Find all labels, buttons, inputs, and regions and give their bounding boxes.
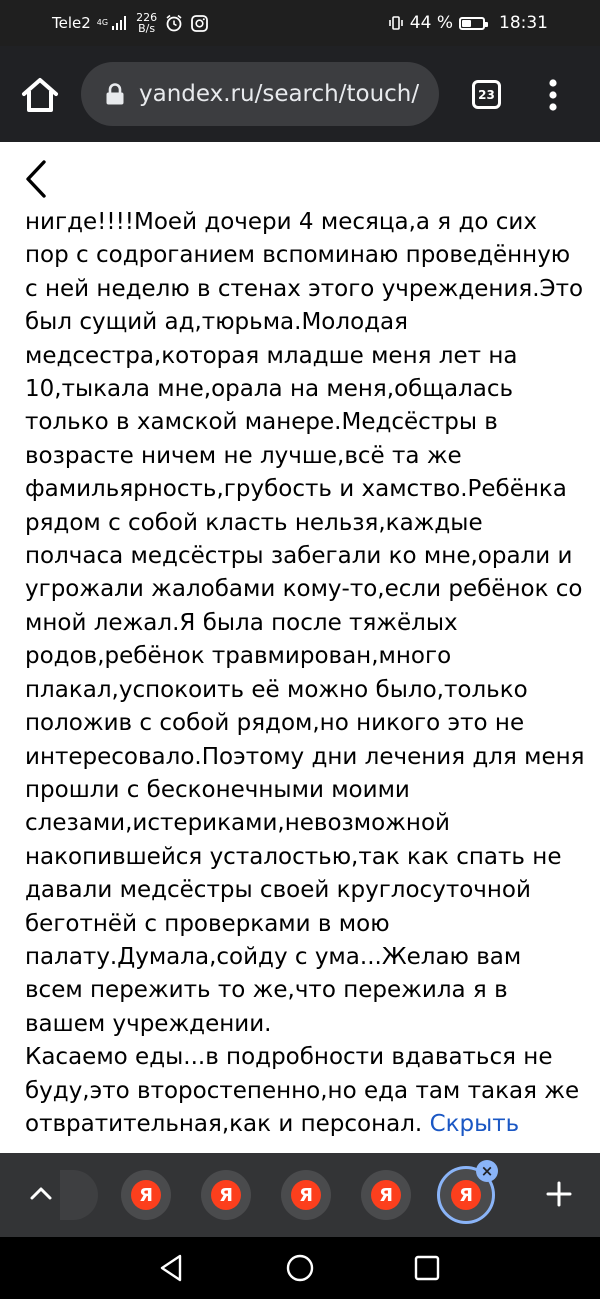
alarm-icon [165,14,183,32]
clock: 18:31 [499,13,548,33]
nav-home-circle-icon[interactable] [286,1254,314,1282]
home-icon[interactable] [20,76,60,114]
battery-icon [459,17,485,30]
close-tab-icon[interactable] [476,1160,498,1182]
tab-thumbnail-partial[interactable] [60,1170,98,1220]
status-bar [0,0,600,46]
net-speed-unit: B/s [138,22,156,35]
url-text: yandex.ru/search/touch/ [139,81,420,107]
tab-thumbnail[interactable] [121,1170,171,1220]
more-vert-icon[interactable] [547,78,559,112]
battery-percent: 44 % [409,13,453,33]
status-right [388,0,548,46]
yandex-icon: Я [211,1180,241,1210]
yandex-icon: Я [291,1180,321,1210]
battery-fill [462,20,471,27]
back-arrow-icon[interactable] [18,156,58,202]
tab-thumbnail[interactable] [281,1170,331,1220]
net-speed [136,12,157,34]
tab-switcher-button[interactable] [472,80,501,109]
yandex-icon: Я [451,1180,481,1210]
system-nav-bar [0,1237,600,1299]
tab-thumbnail[interactable] [201,1170,251,1220]
browser-toolbar [0,46,600,142]
review-paragraph: нигде!!!!Моей дочери 4 месяца,а я до сих пор с содроганием вспоминаю проведённую с ней неделю в стенах этого учреждения.Это был сущий ад,тюрьма.Молодая медсестра,которая младше меня лет на 10,тыкала мне,орала на меня,общалась только в хамской манере.Медсёстры в возрасте ничем не лучше,всё та же фамильярность,грубость и хамство.Ребёнка рядом с собой класть нельзя,каждые полчаса медсёстры забегали ко мне,орали и угрожали жалобами кому-то,если ребёнок со мной лежал.Я была после тяжёлых родов,ребёнок травмирован,много плакал,успокоить её можно было,только положив с собой рядом,но никого это не интересовало.Поэтому дни лечения для меня прошли с бесконечными моими слезами,истериками,невозможной накопившейся усталостью,так как спать не давали медсёстры своей круглосуточной беготнёй с проверками в мою палату.Думала,сойду с ума...Желаю вам всем пережить то же,что пережила я в вашем учреждении. [25,209,585,1037]
new-tab-plus-icon[interactable] [546,1181,572,1207]
hide-link[interactable]: Скрыть [429,1110,520,1137]
tab-count: 23 [478,87,495,102]
signal-icon [112,16,126,30]
review-paragraph-text: Касаемо еды...в подробности вдаваться не буду,это второстепенно,но еда там такая же отвратительная,как и персонал. [25,1044,580,1137]
close-symbol: × [480,1162,494,1180]
review-paragraph [25,1041,585,1141]
tab-strip [0,1153,600,1237]
status-left [52,0,208,46]
review-text [25,206,585,1141]
tab-thumbnail[interactable] [361,1170,411,1220]
lock-icon [105,83,125,105]
net-speed-value: 226 [136,11,158,24]
carrier-name: Tele2 [52,14,91,32]
yandex-icon: Я [371,1180,401,1210]
nav-recent-square-icon[interactable] [414,1255,440,1281]
chevron-up-icon[interactable] [28,1181,54,1207]
instagram-icon [191,15,208,32]
address-bar[interactable] [81,62,439,126]
nav-back-triangle-icon[interactable] [158,1253,184,1283]
network-type: 4G [96,18,109,27]
vibrate-icon [388,15,404,31]
yandex-icon: Я [131,1180,161,1210]
